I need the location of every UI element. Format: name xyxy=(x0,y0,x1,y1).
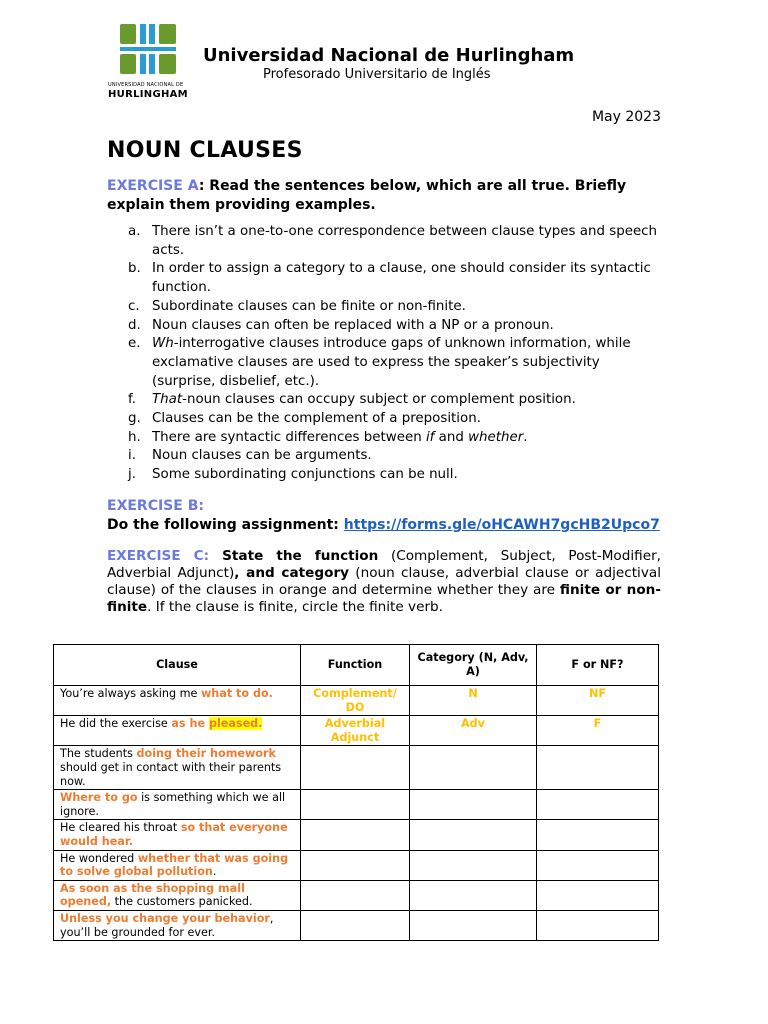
category-cell[interactable] xyxy=(410,746,537,790)
exercise-a-list xyxy=(107,223,662,485)
list-item: b. In order to assign a category to a clause, one should consider its syntactic function. xyxy=(128,261,651,296)
assignment-link[interactable]: https://forms.gle/oHCAWH7gcHB2Upco7 xyxy=(343,517,660,533)
exercise-a-heading xyxy=(107,177,662,215)
list-item: g. Clauses can be the complement of a preposition. xyxy=(128,411,481,427)
clause-cell: Where to go is something which we all ignore. xyxy=(54,790,301,820)
clause-cell: The students doing their homework should get in contact with their parents now. xyxy=(54,746,301,790)
program-name: Profesorado Universitario de Inglés xyxy=(263,67,491,82)
list-item: d. Noun clauses can often be replaced with a NP or a pronoun. xyxy=(128,317,554,333)
exercise-c-label: EXERCISE C: xyxy=(107,548,210,564)
table-row xyxy=(54,820,659,850)
category-cell[interactable]: Adv xyxy=(410,716,537,746)
list-item: h. There are syntactic differences between if and whether. xyxy=(128,429,528,445)
finite-cell[interactable]: NF xyxy=(537,686,659,716)
header-finite: F or NF? xyxy=(537,645,659,686)
finite-cell[interactable]: F xyxy=(537,716,659,746)
header-category: Category (N, Adv, A) xyxy=(410,645,537,686)
university-name: Universidad Nacional de Hurlingham xyxy=(203,45,575,66)
list-item: j. Some subordinating conjunctions can be null. xyxy=(128,467,458,483)
logo-mark xyxy=(120,24,176,74)
category-cell[interactable] xyxy=(410,820,537,850)
clause-cell: He cleared his throat so that everyone would hear. xyxy=(54,820,301,850)
list-item: e. Wh-interrogative clauses introduce gaps of unknown information, while exclamative clauses are used to express the speaker’s subjectivity (surprise, disbelief, etc.). xyxy=(128,336,631,389)
finite-cell[interactable] xyxy=(537,746,659,790)
document-date: May 2023 xyxy=(591,109,661,125)
finite-cell[interactable] xyxy=(537,880,659,910)
list-item: c. Subordinate clauses can be finite or non-finite. xyxy=(128,298,466,314)
function-cell[interactable] xyxy=(301,880,410,910)
function-cell[interactable]: Complement/ DO xyxy=(301,686,410,716)
exercise-c: EXERCISE C: State the function (Complement, Subject, Post-Modifier, Adverbial Adjunct), and category (noun clause, adverbial clause or adjectival clause) of the clauses in orange and determine whether they are finite or non-finite. If the clause is finite, circle the finite verb. xyxy=(107,548,661,615)
logo-caption-big: HURLINGHAM xyxy=(108,89,188,100)
university-logo xyxy=(108,24,190,100)
exercise-a-instruction: : Read the sentences below, which are all true. Briefly explain them providing examples. xyxy=(107,178,627,213)
clause-cell: As soon as the shopping mall opened, the customers panicked. xyxy=(54,880,301,910)
category-cell[interactable]: N xyxy=(410,686,537,716)
category-cell[interactable] xyxy=(410,790,537,820)
exercise-a-label: EXERCISE A xyxy=(107,178,199,194)
category-cell[interactable] xyxy=(410,910,537,940)
function-cell[interactable] xyxy=(301,910,410,940)
clause-cell: You’re always asking me what to do. xyxy=(54,686,301,716)
function-cell[interactable]: Adverbial Adjunct xyxy=(301,716,410,746)
function-cell[interactable] xyxy=(301,790,410,820)
table-row xyxy=(54,850,659,880)
function-cell[interactable] xyxy=(301,850,410,880)
list-item: f. That-noun clauses can occupy subject or complement position. xyxy=(128,392,576,408)
category-cell[interactable] xyxy=(410,850,537,880)
header-clause: Clause xyxy=(54,645,301,686)
finite-cell[interactable] xyxy=(537,790,659,820)
finite-cell[interactable] xyxy=(537,820,659,850)
table-row xyxy=(54,686,659,716)
table-row xyxy=(54,746,659,790)
list-item: a. There isn’t a one-to-one correspondence between clause types and speech acts. xyxy=(128,224,658,258)
exercise-b-label: EXERCISE B: xyxy=(107,498,204,514)
clause-cell: He wondered whether that was going to solve global pollution. xyxy=(54,850,301,880)
exercise-b-instruction: Do the following assignment: xyxy=(107,517,344,533)
page-title: NOUN CLAUSES xyxy=(107,138,303,163)
exercise-b xyxy=(107,497,660,535)
header-function: Function xyxy=(301,645,410,686)
list-item: i. Noun clauses can be arguments. xyxy=(128,448,372,464)
table-header-row xyxy=(54,645,659,686)
clause-cell: He did the exercise as he pleased. xyxy=(54,716,301,746)
table-row xyxy=(54,716,659,746)
function-cell[interactable] xyxy=(301,746,410,790)
function-cell[interactable] xyxy=(301,820,410,850)
finite-cell[interactable] xyxy=(537,910,659,940)
clause-table xyxy=(53,644,659,941)
table-row xyxy=(54,910,659,940)
table-row xyxy=(54,880,659,910)
clause-cell: Unless you change your behavior, you’ll be grounded for ever. xyxy=(54,910,301,940)
finite-cell[interactable] xyxy=(537,850,659,880)
logo-caption-small: UNIVERSIDAD NACIONAL DE xyxy=(108,82,184,88)
category-cell[interactable] xyxy=(410,880,537,910)
table-row xyxy=(54,790,659,820)
